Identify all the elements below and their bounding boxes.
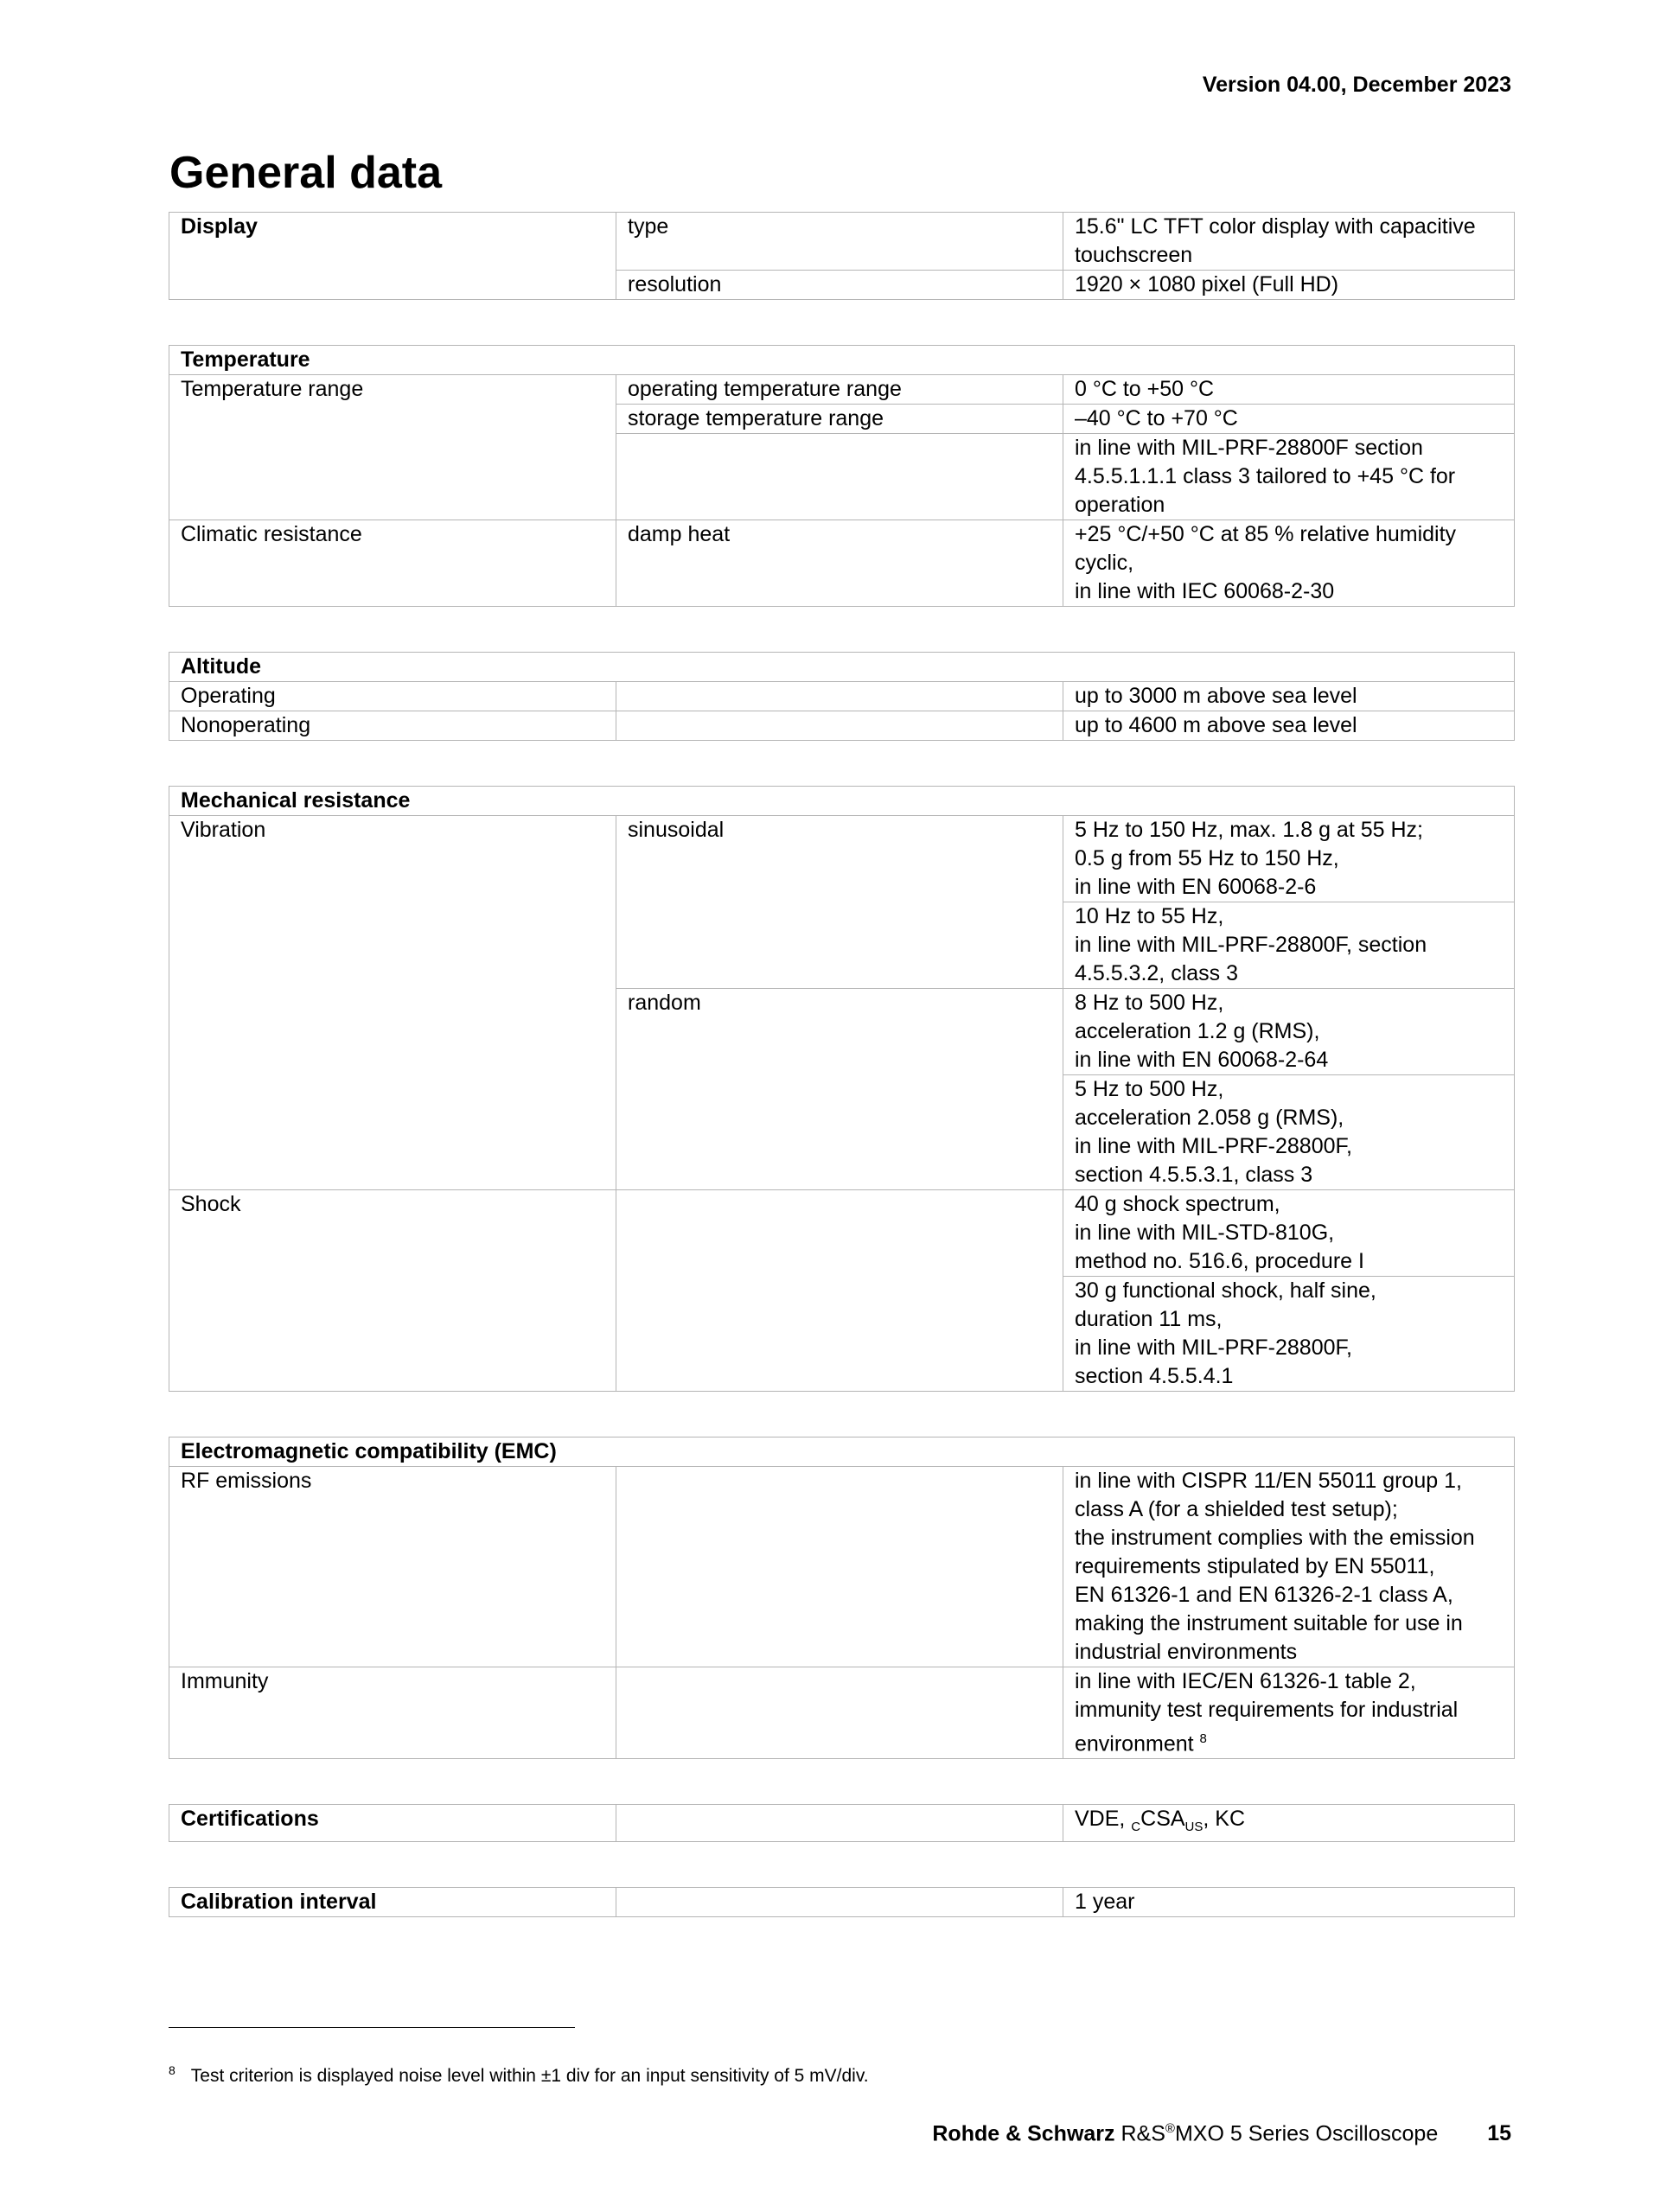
rf-emissions-value [1063,1467,1515,1667]
immunity-text: in line with IEC/EN 61326-1 table 2, immunity test requirements for industrial environment [1075,1669,1459,1756]
temperature-table [169,345,1515,607]
footnote-mark: 8 [169,2063,176,2077]
altitude-heading: Altitude [169,653,1515,682]
empty-cell [616,1190,1063,1392]
spec-line: EN 61326-1 and EN 61326-2-1 class A, making the instrument suitable for use in industrial environments [1075,1583,1463,1664]
spec-line: in line with EN 60068-2-64 [1075,1048,1329,1072]
emc-table [169,1437,1515,1759]
calibration-value: 1 year [1063,1888,1515,1917]
empty-cell [616,434,1063,520]
display-table [169,212,1515,300]
temperature-heading: Temperature [169,346,1515,375]
altitude-operating-value: up to 3000 m above sea level [1063,682,1515,711]
footnote-divider [169,2027,575,2028]
footer-product-prefix: R&S [1120,2121,1165,2146]
spec-line: section 4.5.5.4.1 [1075,1364,1234,1388]
cert-sub: US [1184,1820,1204,1835]
cert-text: CSA [1140,1807,1185,1832]
certifications-table [169,1804,1515,1842]
altitude-nonoperating-label: Nonoperating [169,711,616,741]
certifications-value [1063,1805,1515,1842]
spec-line: 5 Hz to 150 Hz, max. 1.8 g at 55 Hz; [1075,818,1423,842]
random-value-2 [1063,1075,1515,1190]
page-title: General data [169,148,443,198]
spec-line: in line with EN 60068-2-6 [1075,875,1317,899]
spec-line: in line with MIL-STD-810G, [1075,1221,1335,1245]
footer-brand: Rohde & Schwarz [932,2121,1115,2146]
page-number: 15 [1487,2121,1511,2146]
rf-emissions-label: RF emissions [169,1467,616,1667]
cert-text: VDE, [1075,1807,1132,1832]
footer-product: MXO 5 Series Oscilloscope [1174,2121,1439,2146]
altitude-nonoperating-value: up to 4600 m above sea level [1063,711,1515,741]
shock-value-1 [1063,1190,1515,1277]
spec-line: 0.5 g from 55 Hz to 150 Hz, [1075,846,1339,870]
damp-heat-value [1063,520,1515,607]
spec-line: 10 Hz to 55 Hz, [1075,904,1224,928]
empty-cell [616,1467,1063,1667]
mechanical-heading: Mechanical resistance [169,787,1515,816]
random-label: random [616,989,1063,1190]
spec-line: 8 Hz to 500 Hz, [1075,991,1224,1015]
damp-heat-line: +25 °C/+50 °C at 85 % relative humidity cyclic, [1075,522,1457,575]
damp-heat-label: damp heat [616,520,1063,607]
shock-value-2 [1063,1277,1515,1392]
cert-sub: C [1131,1820,1141,1835]
sinusoidal-value-2 [1063,902,1515,989]
mechanical-table [169,786,1515,1392]
storage-temp-label: storage temperature range [616,405,1063,434]
footnote [169,2063,869,2087]
spec-line: 5 Hz to 500 Hz, [1075,1077,1224,1101]
emc-heading: Electromagnetic compatibility (EMC) [169,1437,1515,1467]
sinusoidal-label: sinusoidal [616,816,1063,989]
vibration-label: Vibration [169,816,616,1190]
operating-temp-value: 0 °C to +50 °C [1063,375,1515,405]
spec-line: in line with CISPR 11/EN 55011 group 1, class A (for a shielded test setup); [1075,1469,1462,1521]
version-line: Version 04.00, December 2023 [1202,73,1511,97]
altitude-table [169,652,1515,741]
empty-cell [616,711,1063,741]
immunity-value [1063,1667,1515,1759]
temperature-range-label: Temperature range [169,375,616,520]
random-value-1 [1063,989,1515,1075]
display-heading: Display [169,213,616,300]
spec-tables [169,212,1514,1917]
climatic-label: Climatic resistance [169,520,616,607]
spec-line: method no. 516.6, procedure I [1075,1249,1364,1273]
certifications-heading: Certifications [169,1805,616,1842]
empty-cell [616,1805,1063,1842]
spec-line: acceleration 1.2 g (RMS), [1075,1019,1320,1043]
calibration-heading: Calibration interval [169,1888,616,1917]
spec-line: in line with MIL-PRF-28800F, section 4.5.5.3.2, class 3 [1075,933,1427,985]
altitude-operating-label: Operating [169,682,616,711]
cert-text: , KC [1203,1807,1246,1832]
display-type-value: 15.6" LC TFT color display with capacitive touchscreen [1063,213,1515,271]
empty-cell [616,682,1063,711]
display-type-label: type [616,213,1063,271]
display-resolution-label: resolution [616,271,1063,300]
storage-temp-value: –40 °C to +70 °C [1063,405,1515,434]
spec-line: acceleration 2.058 g (RMS), [1075,1106,1344,1130]
calibration-table [169,1887,1515,1917]
shock-label: Shock [169,1190,616,1392]
spec-line: in line with MIL-PRF-28800F, [1075,1134,1352,1158]
spec-line: duration 11 ms, [1075,1307,1223,1331]
registered-mark: ® [1165,2121,1175,2136]
spec-line: in line with MIL-PRF-28800F, [1075,1335,1352,1360]
spec-line: 30 g functional shock, half sine, [1075,1278,1376,1303]
operating-temp-label: operating temperature range [616,375,1063,405]
page-footer [932,2121,1511,2146]
empty-cell [616,1667,1063,1759]
sinusoidal-value-1 [1063,816,1515,902]
footnote-text: Test criterion is displayed noise level within ±1 div for an input sensitivity of 5 mV/div. [190,2066,869,2086]
immunity-label: Immunity [169,1667,616,1759]
spec-line: the instrument complies with the emission requirements stipulated by EN 55011, [1075,1526,1475,1578]
spec-line: section 4.5.5.3.1, class 3 [1075,1163,1313,1187]
display-resolution-value: 1920 × 1080 pixel (Full HD) [1063,271,1515,300]
empty-cell [616,1888,1063,1917]
damp-heat-line: in line with IEC 60068-2-30 [1075,579,1335,603]
footnote-ref: 8 [1199,1731,1207,1746]
spec-line: 40 g shock spectrum, [1075,1192,1280,1216]
mil-temp-value: in line with MIL-PRF-28800F section 4.5.5.1.1.1 class 3 tailored to +45 °C for operation [1063,434,1515,520]
